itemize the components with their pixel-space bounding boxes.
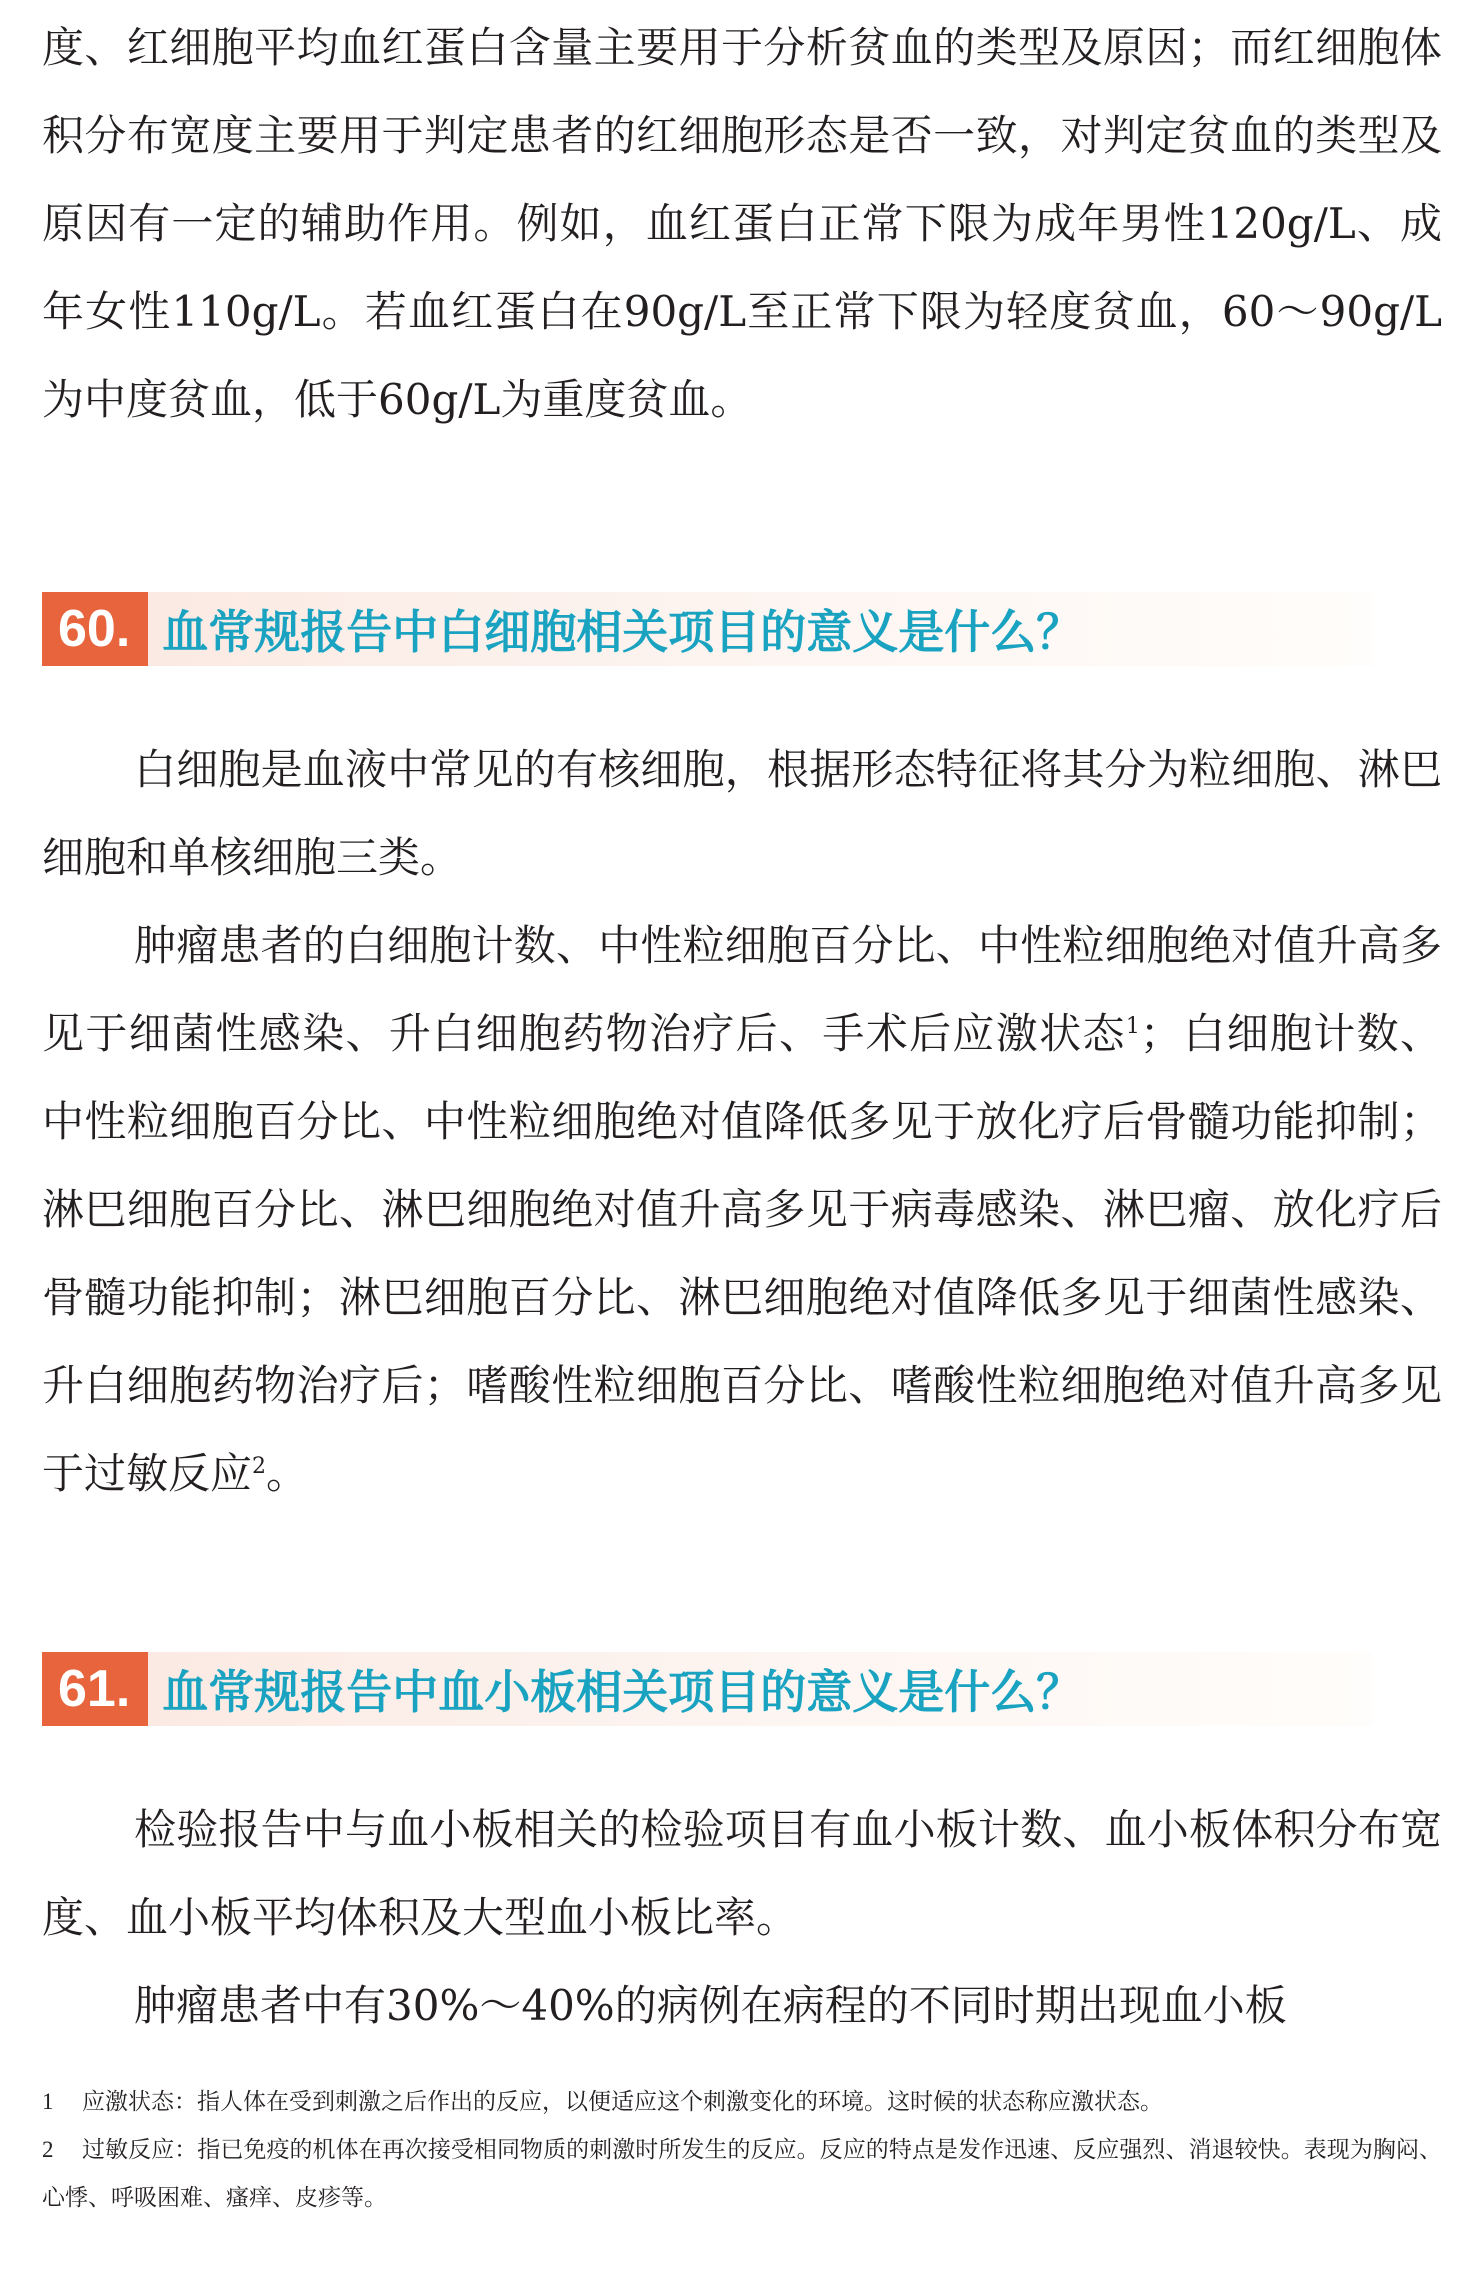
section-61-title: 血常规报告中血小板相关项目的意义是什么？ — [162, 1665, 1083, 1719]
section-61-paragraph-1: 检验报告中与血小板相关的检验项目有血小板计数、血小板体积分布宽度、血小板平均体积及大型血小板比率。 — [42, 1805, 1442, 1942]
footnote-1-text: 应激状态：指人体在受到刺激之后作出的反应，以便适应这个刺激变化的环境。这时候的状态称应激状态。 — [82, 2089, 1163, 2115]
section-60-title: 血常规报告中白细胞相关项目的意义是什么？ — [162, 605, 1083, 659]
footnote-ref-1[interactable]: 1 — [1125, 1014, 1140, 1039]
footnote-ref-2[interactable]: 2 — [252, 1454, 267, 1479]
footnote-2-mark: 2 — [42, 2137, 54, 2162]
section-61-paragraph-2: 肿瘤患者中有30%～40%的病例在病程的不同时期出现血小板 — [134, 1981, 1287, 2030]
section-60-paragraph-1: 白细胞是血液中常见的有核细胞，根据形态特征将其分为粒细胞、淋巴细胞和单核细胞三类。 — [42, 745, 1442, 882]
section-60-paragraph-2-text-a: 肿瘤患者的白细胞计数、中性粒细胞百分比、中性粒细胞绝对值升高多见于细菌性感染、升白细胞药物治疗后、手术后应激状态 — [42, 921, 1442, 1058]
top-paragraph: 度、红细胞平均血红蛋白含量主要用于分析贫血的类型及原因；而红细胞体积分布宽度主要用于判定患者的红细胞形态是否一致，对判定贫血的类型及原因有一定的辅助作用。例如，血红蛋白正常下限为成年男性120g/L、成年女性110g/L。若血红蛋白在90g/L至正常下限为轻度贫血，60～90g/L为中度贫血，低于60g/L为重度贫血。 — [42, 23, 1442, 424]
section-61-number: 61. — [42, 1652, 148, 1726]
footnotes — [42, 2078, 1442, 2222]
section-60-paragraph-2 — [42, 902, 1442, 1518]
footnote-1 — [42, 2078, 1442, 2126]
footnote-divider — [42, 2068, 1442, 2069]
section-60-paragraph-2-text-c: 。 — [266, 1449, 309, 1498]
footnote-1-mark: 1 — [42, 2089, 54, 2114]
section-61-heading — [42, 1652, 1372, 1726]
section-60-number: 60. — [42, 592, 148, 666]
section-60-heading — [42, 592, 1372, 666]
footnote-2 — [42, 2126, 1442, 2222]
section-60-paragraph-2-text-b: ；白细胞计数、中性粒细胞百分比、中性粒细胞绝对值降低多见于放化疗后骨髓功能抑制；淋巴细胞百分比、淋巴细胞绝对值升高多见于病毒感染、淋巴瘤、放化疗后骨髓功能抑制；淋巴细胞百分比、淋巴细胞绝对值降低多见于细菌性感染、升白细胞药物治疗后；嗜酸性粒细胞百分比、嗜酸性粒细胞绝对值升高多见于过敏反应 — [42, 1009, 1442, 1498]
footnote-2-text: 过敏反应：指已免疫的机体在再次接受相同物质的刺激时所发生的反应。反应的特点是发作迅速、反应强烈、消退较快。表现为胸闷、心悸、呼吸困难、瘙痒、皮疹等。 — [42, 2137, 1442, 2211]
